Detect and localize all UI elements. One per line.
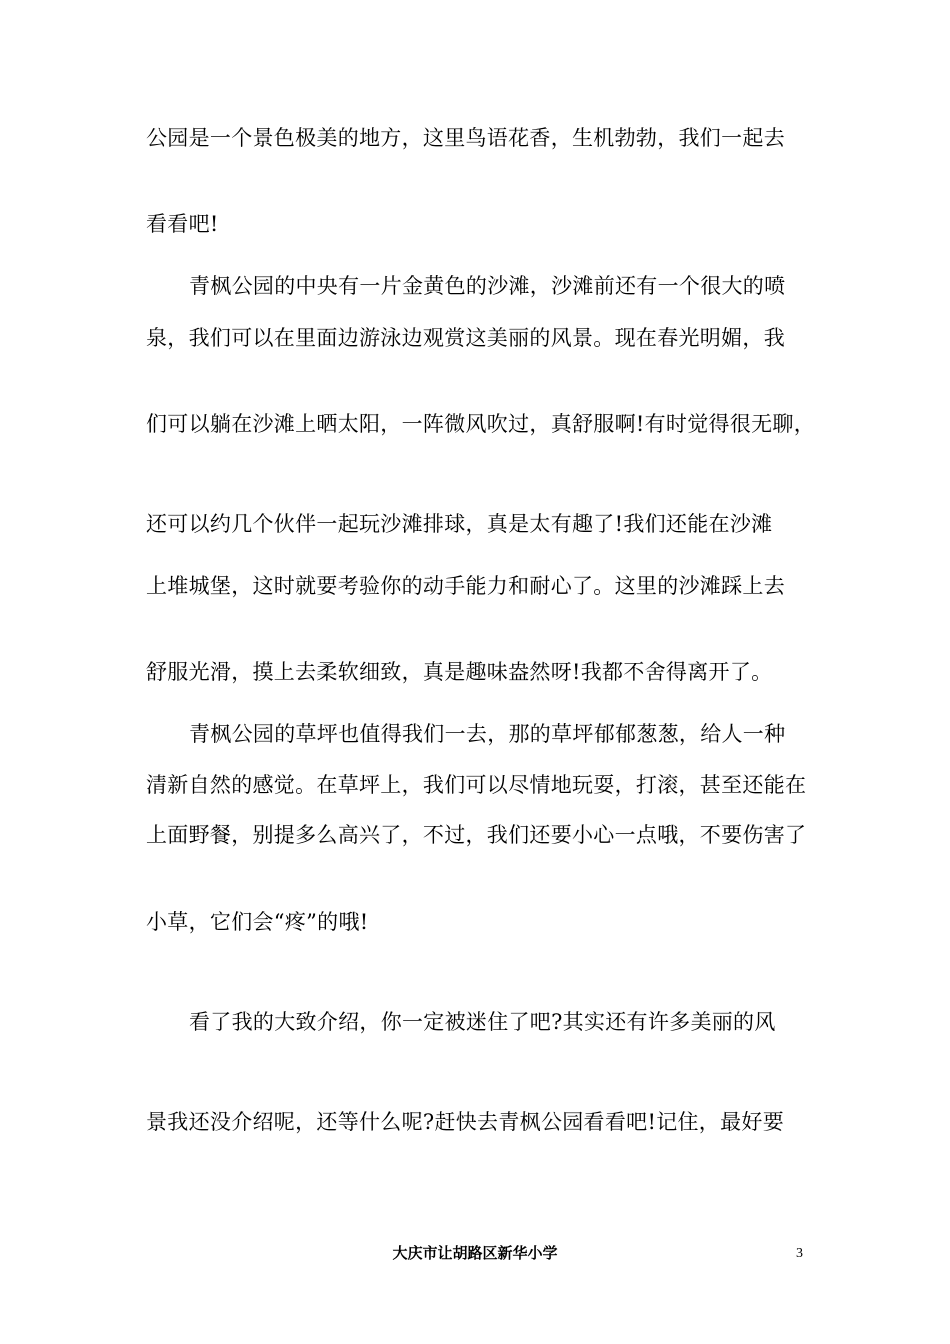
text-line: 清新自然的感觉。在草坪上，我们可以尽情地玩耍，打滚，甚至还能在	[146, 773, 807, 797]
paragraph-start-line: 青枫公园的中央有一片金黄色的沙滩，沙滩前还有一个很大的喷	[189, 274, 786, 298]
text-line: 上堆城堡，这时就要考验你的动手能力和耐心了。这里的沙滩踩上去	[146, 574, 785, 598]
text-line: 小草，它们会“疼”的哦!	[146, 910, 369, 934]
paragraph-start-line: 青枫公园的草坪也值得我们一去，那的草坪郁郁葱葱，给人一种	[189, 722, 786, 746]
footer-school-name: 大庆市让胡路区新华小学	[392, 1244, 558, 1262]
text-line: 看看吧!	[146, 212, 219, 236]
text-line: 泉，我们可以在里面边游泳边观赏这美丽的风景。现在春光明媚，我	[146, 326, 785, 350]
paragraph-start-line: 看了我的大致介绍，你一定被迷住了吧?其实还有许多美丽的风	[189, 1010, 776, 1034]
text-line: 景我还没介绍呢，还等什么呢?赶快去青枫公园看看吧!记住，最好要	[146, 1110, 784, 1134]
text-line: 们可以躺在沙滩上晒太阳，一阵微风吹过，真舒服啊!有时觉得很无聊，	[146, 412, 816, 436]
text-line: 上面野餐，别提多么高兴了，不过，我们还要小心一点哦，不要伤害了	[146, 823, 807, 847]
text-line: 舒服光滑，摸上去柔软细致，真是趣味盎然呀!我都不舍得离开了。	[146, 660, 773, 684]
text-line: 还可以约几个伙伴一起玩沙滩排球，真是太有趣了!我们还能在沙滩	[146, 512, 773, 536]
page-number: 3	[796, 1246, 803, 1261]
text-line: 公园是一个景色极美的地方，这里鸟语花香，生机勃勃，我们一起去	[146, 126, 785, 150]
